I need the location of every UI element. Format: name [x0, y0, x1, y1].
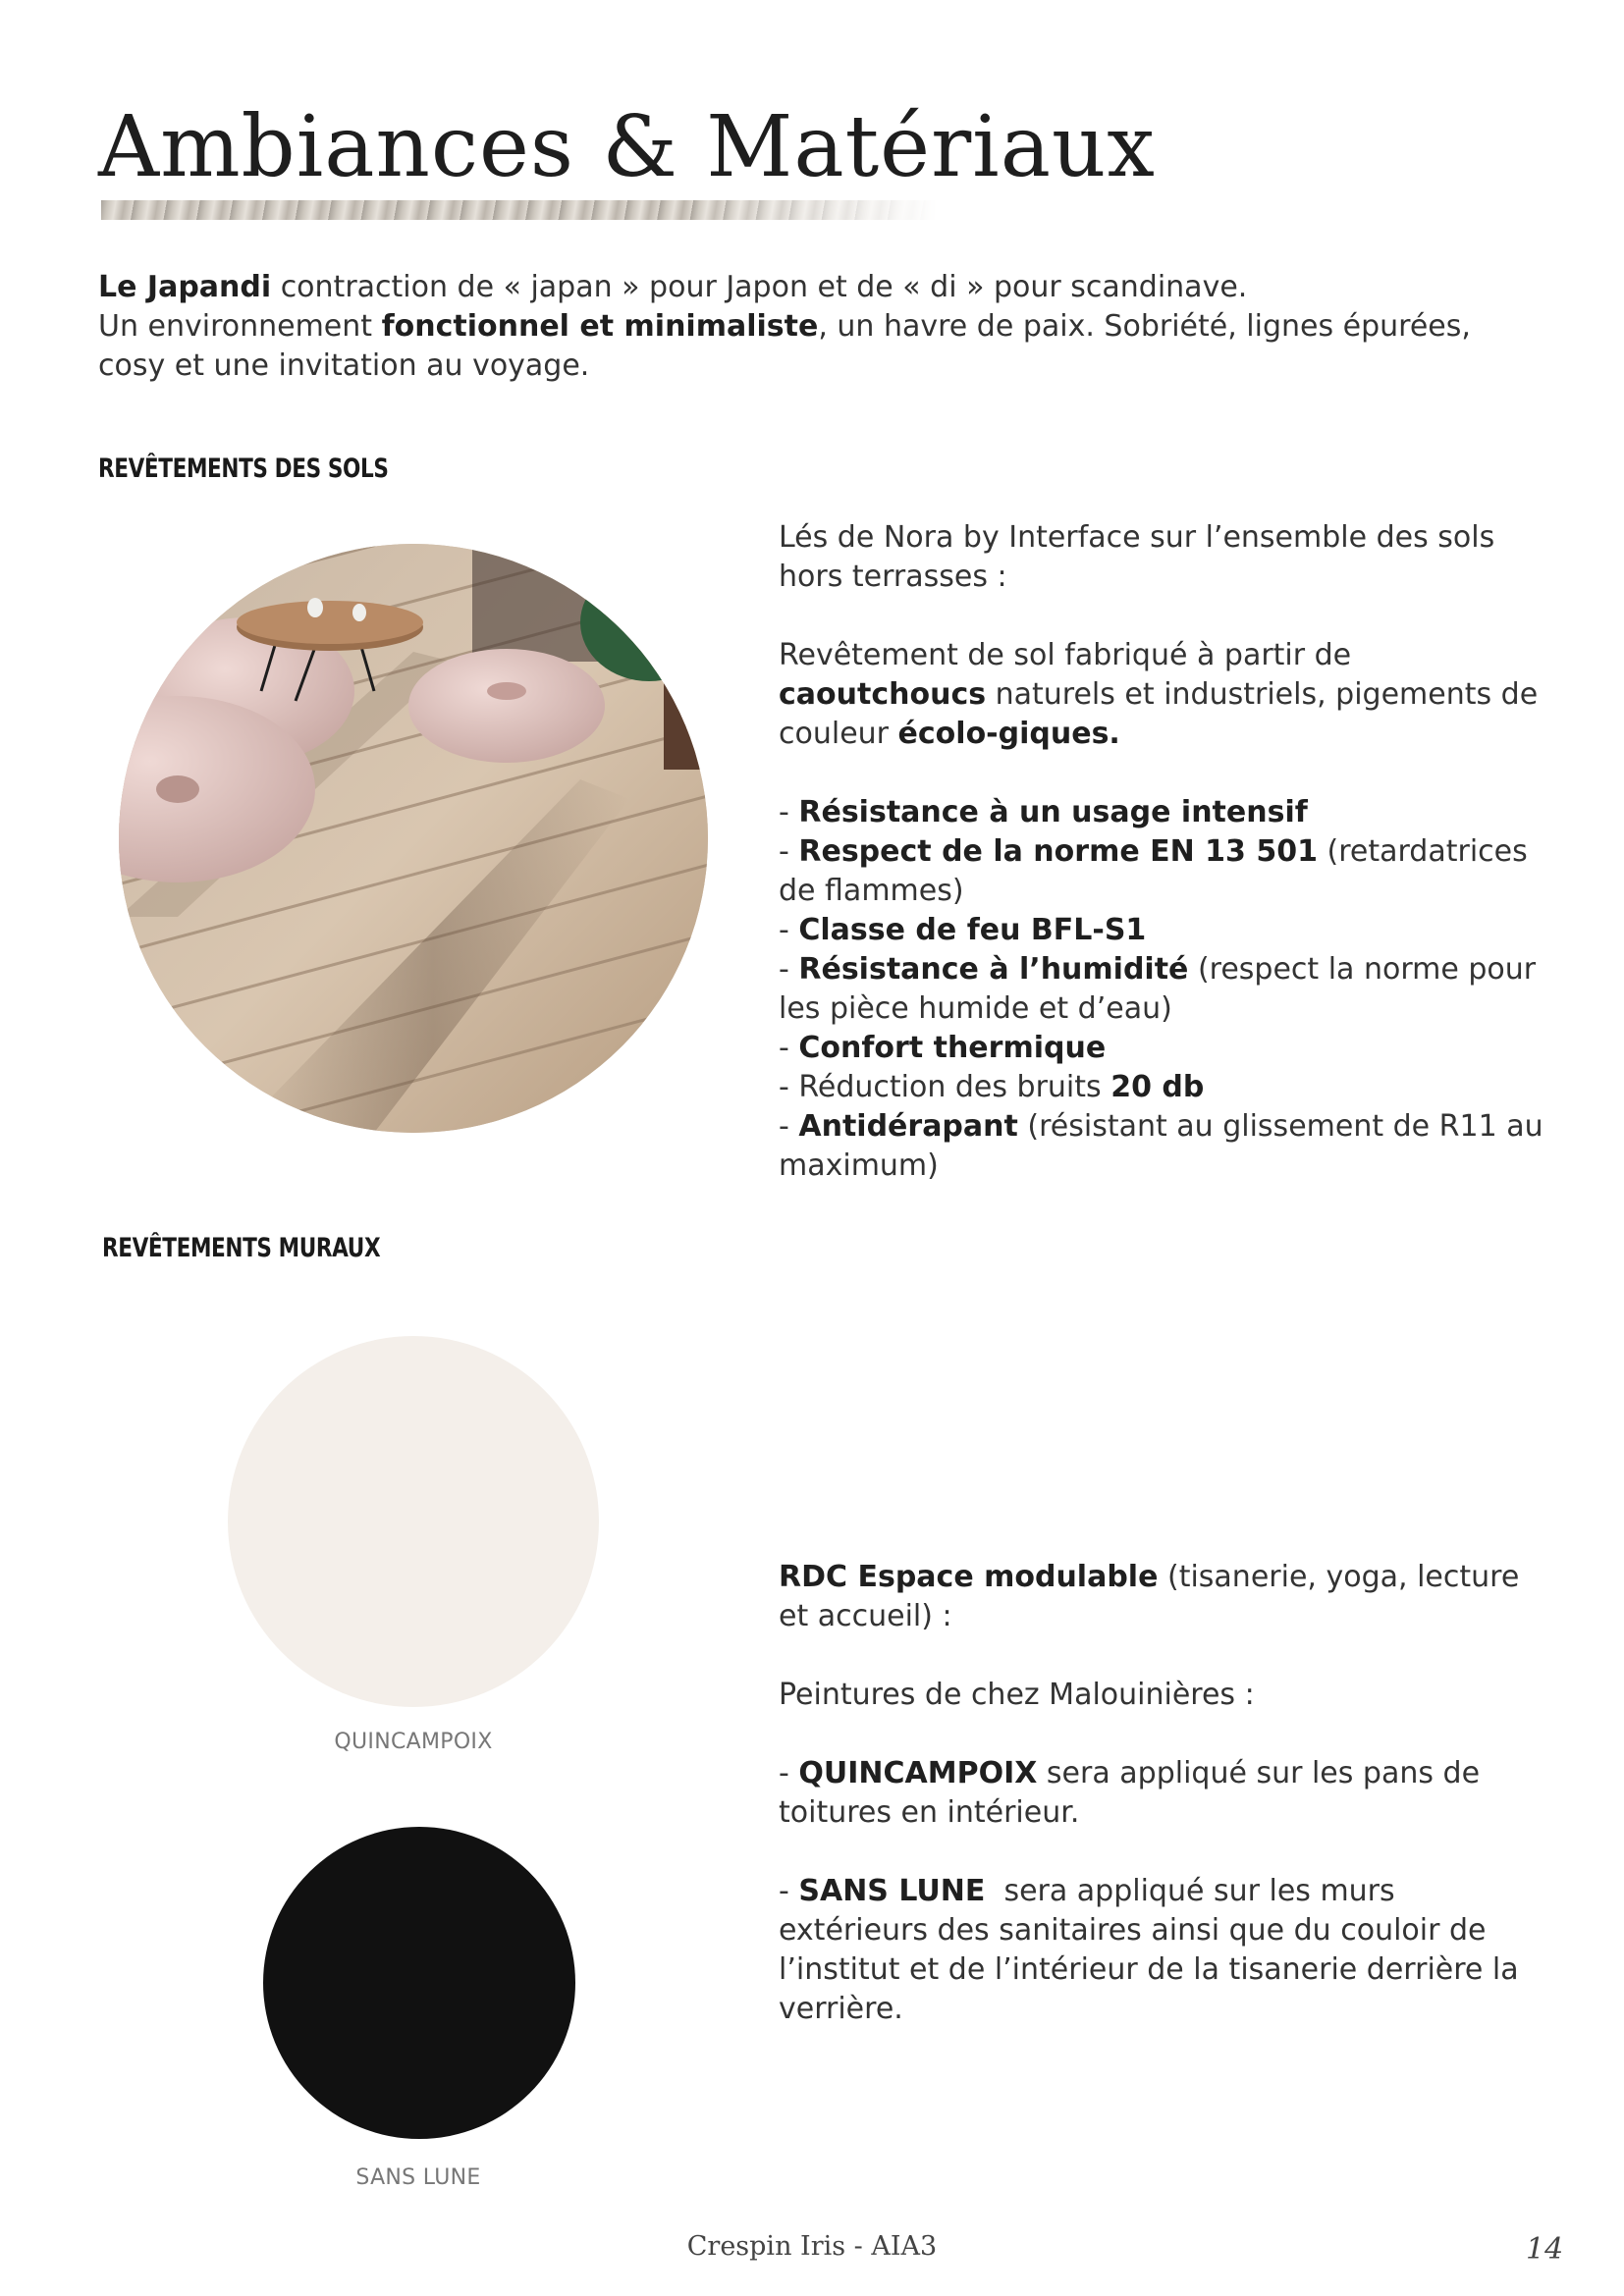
feature-prefix: -	[779, 795, 799, 829]
feature-title: Respect de la norme EN 13 501	[798, 834, 1318, 869]
feature-detail: (retardatrices de flammes)	[779, 834, 1528, 908]
feature-prefix: -	[779, 1031, 799, 1065]
feature-title: Résistance à un usage intensif	[798, 795, 1308, 829]
section-heading-walls: REVÊTEMENTS MURAUX	[102, 1233, 381, 1263]
paint-item-detail: sera appliqué sur les murs extérieurs des sanitaires ainsi que du couloir de l’institut et de l’intérieur de la tisanerie derrière la verrière.	[779, 1874, 1529, 2026]
paint-item-name: SANS LUNE	[798, 1874, 986, 1908]
paint-item-sans-lune	[779, 1872, 1544, 2029]
floor-desc-middle: naturels et industriels, pigements de couleur	[779, 677, 1539, 751]
feature-title: 20 db	[1110, 1070, 1205, 1104]
intro-keyword: fonctionnel et minimaliste	[381, 309, 819, 344]
intro-line-1	[98, 268, 1532, 307]
room-detail: (tisanerie, yoga, lecture et accueil) :	[779, 1560, 1520, 1633]
floor-desc-keyword-eco: écolo-giques.	[897, 717, 1120, 751]
floor-feature-item	[779, 911, 1544, 950]
floor-feature-item	[779, 950, 1544, 1029]
feature-prefix: -	[779, 913, 799, 947]
paint-item-detail: sera appliqué sur les pans de toitures en intérieur.	[779, 1756, 1481, 1830]
room-title: RDC Espace modulable	[779, 1560, 1159, 1594]
swatch-label-sans-lune: SANS LUNE	[355, 2165, 481, 2190]
floor-description	[779, 518, 1544, 1186]
feature-prefix: -	[779, 834, 799, 869]
floor-feature-item	[779, 1107, 1544, 1186]
floor-material-description	[779, 636, 1544, 754]
feature-title: Résistance à l’humidité	[798, 952, 1189, 987]
floor-feature-item	[779, 832, 1544, 911]
footer-author: Crespin Iris - AIA3	[686, 2231, 938, 2262]
intro-paragraph	[98, 268, 1532, 386]
floor-photo	[119, 544, 708, 1133]
title-decorative-band	[101, 200, 938, 220]
intro-line-1-text: contraction de « japan » pour Japon et de « di » pour scandinave.	[271, 270, 1248, 304]
intro-line-2-start: Un environnement	[98, 309, 382, 344]
feature-title: Antidérapant	[798, 1109, 1018, 1144]
intro-japandi-term: Le Japandi	[98, 270, 272, 304]
floor-desc-start: Revêtement de sol fabriqué à partir de	[779, 638, 1352, 672]
section-heading-floors: REVÊTEMENTS DES SOLS	[98, 454, 389, 484]
floor-feature-item	[779, 793, 1544, 832]
intro-line-2	[98, 307, 1532, 386]
feature-detail: (respect la norme pour les pièce humide et d’eau)	[779, 952, 1537, 1026]
floor-lead: Lés de Nora by Interface sur l’ensemble des sols hors terrasses :	[779, 520, 1495, 594]
intro-line-2-text: , un havre de paix. Sobriété, lignes épurées, cosy et une invitation au voyage.	[98, 309, 1471, 383]
floor-photo-illustration	[119, 544, 708, 1133]
feature-title: Confort thermique	[798, 1031, 1107, 1065]
feature-prefix: - Réduction des bruits	[779, 1070, 1111, 1104]
paint-item-prefix: -	[779, 1756, 799, 1790]
paint-item-name: QUINCAMPOIX	[798, 1756, 1038, 1790]
swatch-label-quincampoix: QUINCAMPOIX	[334, 1730, 493, 1754]
page-number: 14	[1526, 2232, 1564, 2267]
wall-description	[779, 1558, 1544, 2029]
feature-title: Classe de feu BFL-S1	[798, 913, 1147, 947]
floor-feature-list	[779, 793, 1544, 1186]
floor-feature-item	[779, 1029, 1544, 1068]
feature-prefix: -	[779, 952, 799, 987]
paint-swatch-sans-lune	[263, 1827, 575, 2139]
floor-desc-keyword-rubber: caoutchoucs	[779, 677, 987, 712]
feature-detail: (résistant au glissement de R11 au maximum)	[779, 1109, 1543, 1183]
paint-item-prefix: -	[779, 1874, 799, 1908]
page-title: Ambiances & Matériaux	[98, 98, 1156, 196]
paints-lead: Peintures de chez Malouinières :	[779, 1678, 1255, 1712]
paint-swatch-quincampoix	[228, 1336, 599, 1707]
room-line	[779, 1558, 1544, 1636]
feature-prefix: -	[779, 1109, 799, 1144]
paint-item-quincampoix	[779, 1754, 1544, 1833]
floor-feature-item	[779, 1068, 1544, 1107]
